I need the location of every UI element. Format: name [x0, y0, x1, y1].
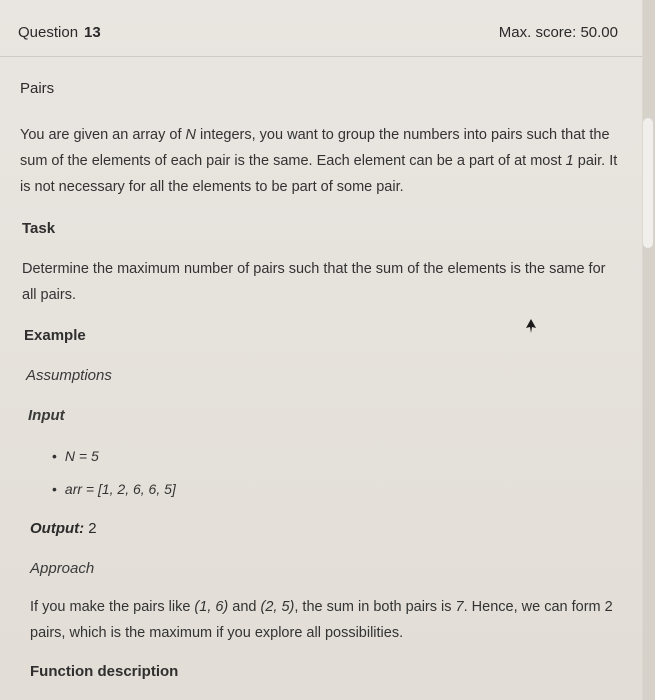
intro-text: pair. It is not necessary for all the elements to be part of some pair. — [20, 153, 618, 195]
list-item: • N = 5 — [52, 440, 176, 473]
question-label: Question — [18, 24, 79, 41]
approach-pair-2: (2, 5) — [260, 599, 295, 615]
function-description-heading: Function description — [30, 663, 179, 680]
list-item: • arr = [1, 2, 6, 6, 5] — [52, 473, 176, 506]
approach-label: Approach — [30, 560, 95, 577]
output-label: Output: — [30, 520, 85, 537]
problem-name: Pairs — [20, 80, 55, 97]
task-text: Determine the maximum number of pairs such that the sum of the elements is the same for all pairs. — [22, 261, 606, 303]
problem-intro — [20, 122, 630, 200]
intro-var-one: 1 — [565, 153, 574, 169]
question-number: 13 — [84, 24, 101, 41]
approach-text-part: . Hence, we can form 2 pairs, which is the maximum if you explore all possibilities. — [30, 599, 613, 641]
question-title — [18, 24, 101, 41]
task-heading: Task — [22, 220, 56, 237]
approach-sum: 7 — [455, 599, 464, 615]
input-list — [52, 440, 176, 506]
approach-text-part: , the sum in both pairs is — [294, 599, 456, 615]
mouse-pointer-icon — [524, 318, 538, 334]
intro-var-n: N — [185, 127, 197, 143]
output-value: 2 — [84, 520, 97, 537]
max-score: Max. score: 50.00 — [498, 24, 618, 41]
question-header — [0, 0, 642, 57]
approach-text — [30, 594, 630, 646]
scrollbar-track[interactable] — [643, 0, 655, 700]
input-label: Input — [28, 407, 65, 424]
output-line — [30, 520, 97, 537]
approach-text-part: If you make the pairs like — [30, 599, 195, 615]
approach-text-part: and — [228, 599, 261, 615]
example-heading: Example — [24, 327, 86, 344]
approach-pair-1: (1, 6) — [194, 599, 229, 615]
intro-text: integers, you want to group the numbers into pairs such that the sum of the elements of each pair is the same. Each element can be a part of at most — [20, 127, 610, 169]
scrollbar-thumb[interactable] — [643, 118, 653, 248]
assumptions-label: Assumptions — [26, 367, 112, 384]
intro-text: You are given an array of — [20, 127, 186, 143]
